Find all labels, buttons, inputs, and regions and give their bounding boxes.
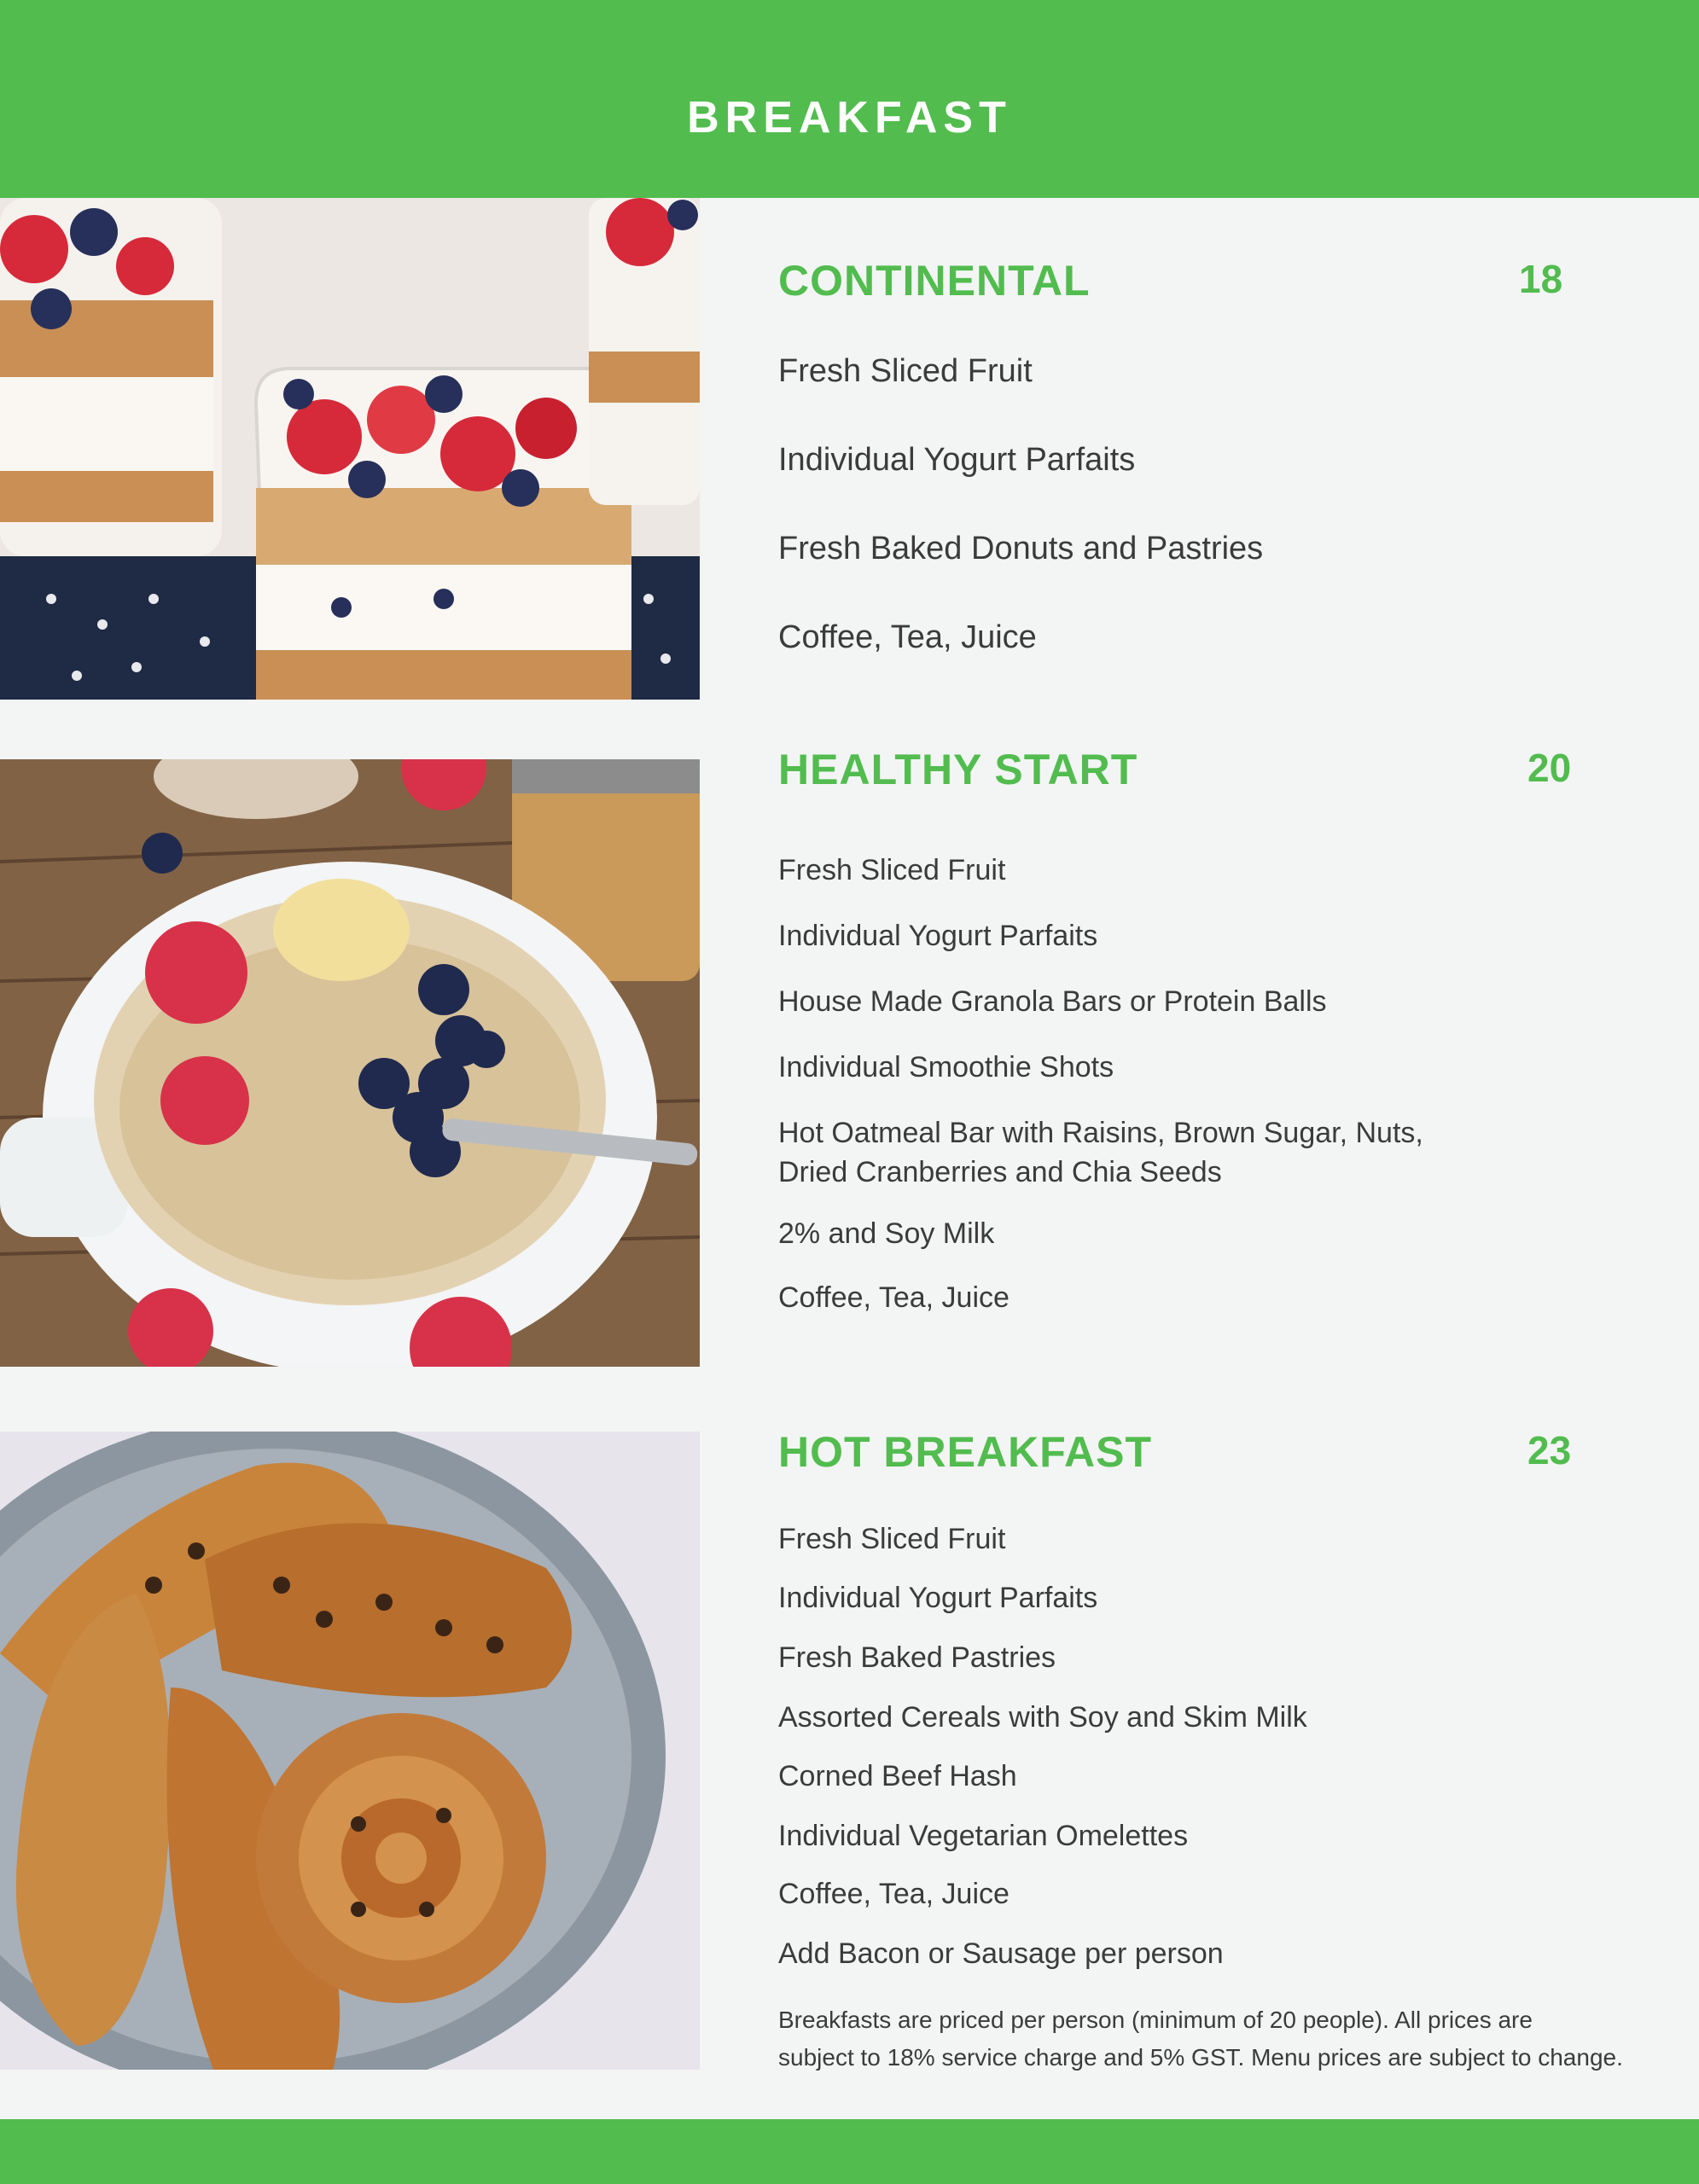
menu-item: Fresh Sliced Fruit [778, 854, 1006, 886]
menu-item: Fresh Sliced Fruit [778, 353, 1033, 389]
page-title: BREAKFAST [687, 93, 1012, 142]
menu-item: Individual Vegetarian Omelettes [778, 1820, 1189, 1852]
footer-band [0, 2119, 1699, 2184]
menu-item: Hot Oatmeal Bar with Raisins, Brown Sugar, Nuts, [778, 1117, 1423, 1149]
menu-item: Fresh Baked Donuts and Pastries [778, 531, 1264, 566]
menu-item: Fresh Baked Pastries [778, 1641, 1056, 1674]
menu-item: Dried Cranberries and Chia Seeds [778, 1156, 1222, 1188]
section-price: 18 [1519, 257, 1563, 301]
croissants-pastries-photo [0, 1432, 700, 2070]
section-title: HEALTHY START [778, 746, 1138, 793]
section-price: 20 [1527, 746, 1572, 790]
pricing-footnote [778, 2001, 1674, 2077]
menu-item: Corned Beef Hash [778, 1760, 1017, 1792]
menu-item: Coffee, Tea, Juice [778, 1281, 1010, 1314]
menu-item: Individual Yogurt Parfaits [778, 1582, 1098, 1614]
menu-item: Coffee, Tea, Juice [778, 619, 1037, 655]
footnote-line: subject to 18% service charge and 5% GST. Menu prices are subject to change. [778, 2044, 1623, 2071]
oatmeal-bowl-photo [0, 759, 700, 1367]
section-title: CONTINENTAL [778, 257, 1091, 305]
menu-item: 2% and Soy Milk [778, 1217, 995, 1250]
menu-item: Coffee, Tea, Juice [778, 1878, 1010, 1910]
menu-item: Individual Yogurt Parfaits [778, 920, 1098, 952]
section-title: HOT BREAKFAST [778, 1428, 1152, 1476]
menu-item: Add Bacon or Sausage per person [778, 1937, 1224, 1970]
menu-item: House Made Granola Bars or Protein Balls [778, 985, 1327, 1018]
section-price: 23 [1527, 1428, 1572, 1472]
menu-item: Fresh Sliced Fruit [778, 1523, 1006, 1555]
footnote-line: Breakfasts are priced per person (minimum of 20 people). All prices are [778, 2007, 1533, 2033]
menu-item: Assorted Cereals with Soy and Skim Milk [778, 1701, 1307, 1734]
menu-item: Individual Smoothie Shots [778, 1051, 1114, 1083]
yogurt-parfait-photo [0, 198, 700, 700]
menu-item: Individual Yogurt Parfaits [778, 442, 1136, 478]
